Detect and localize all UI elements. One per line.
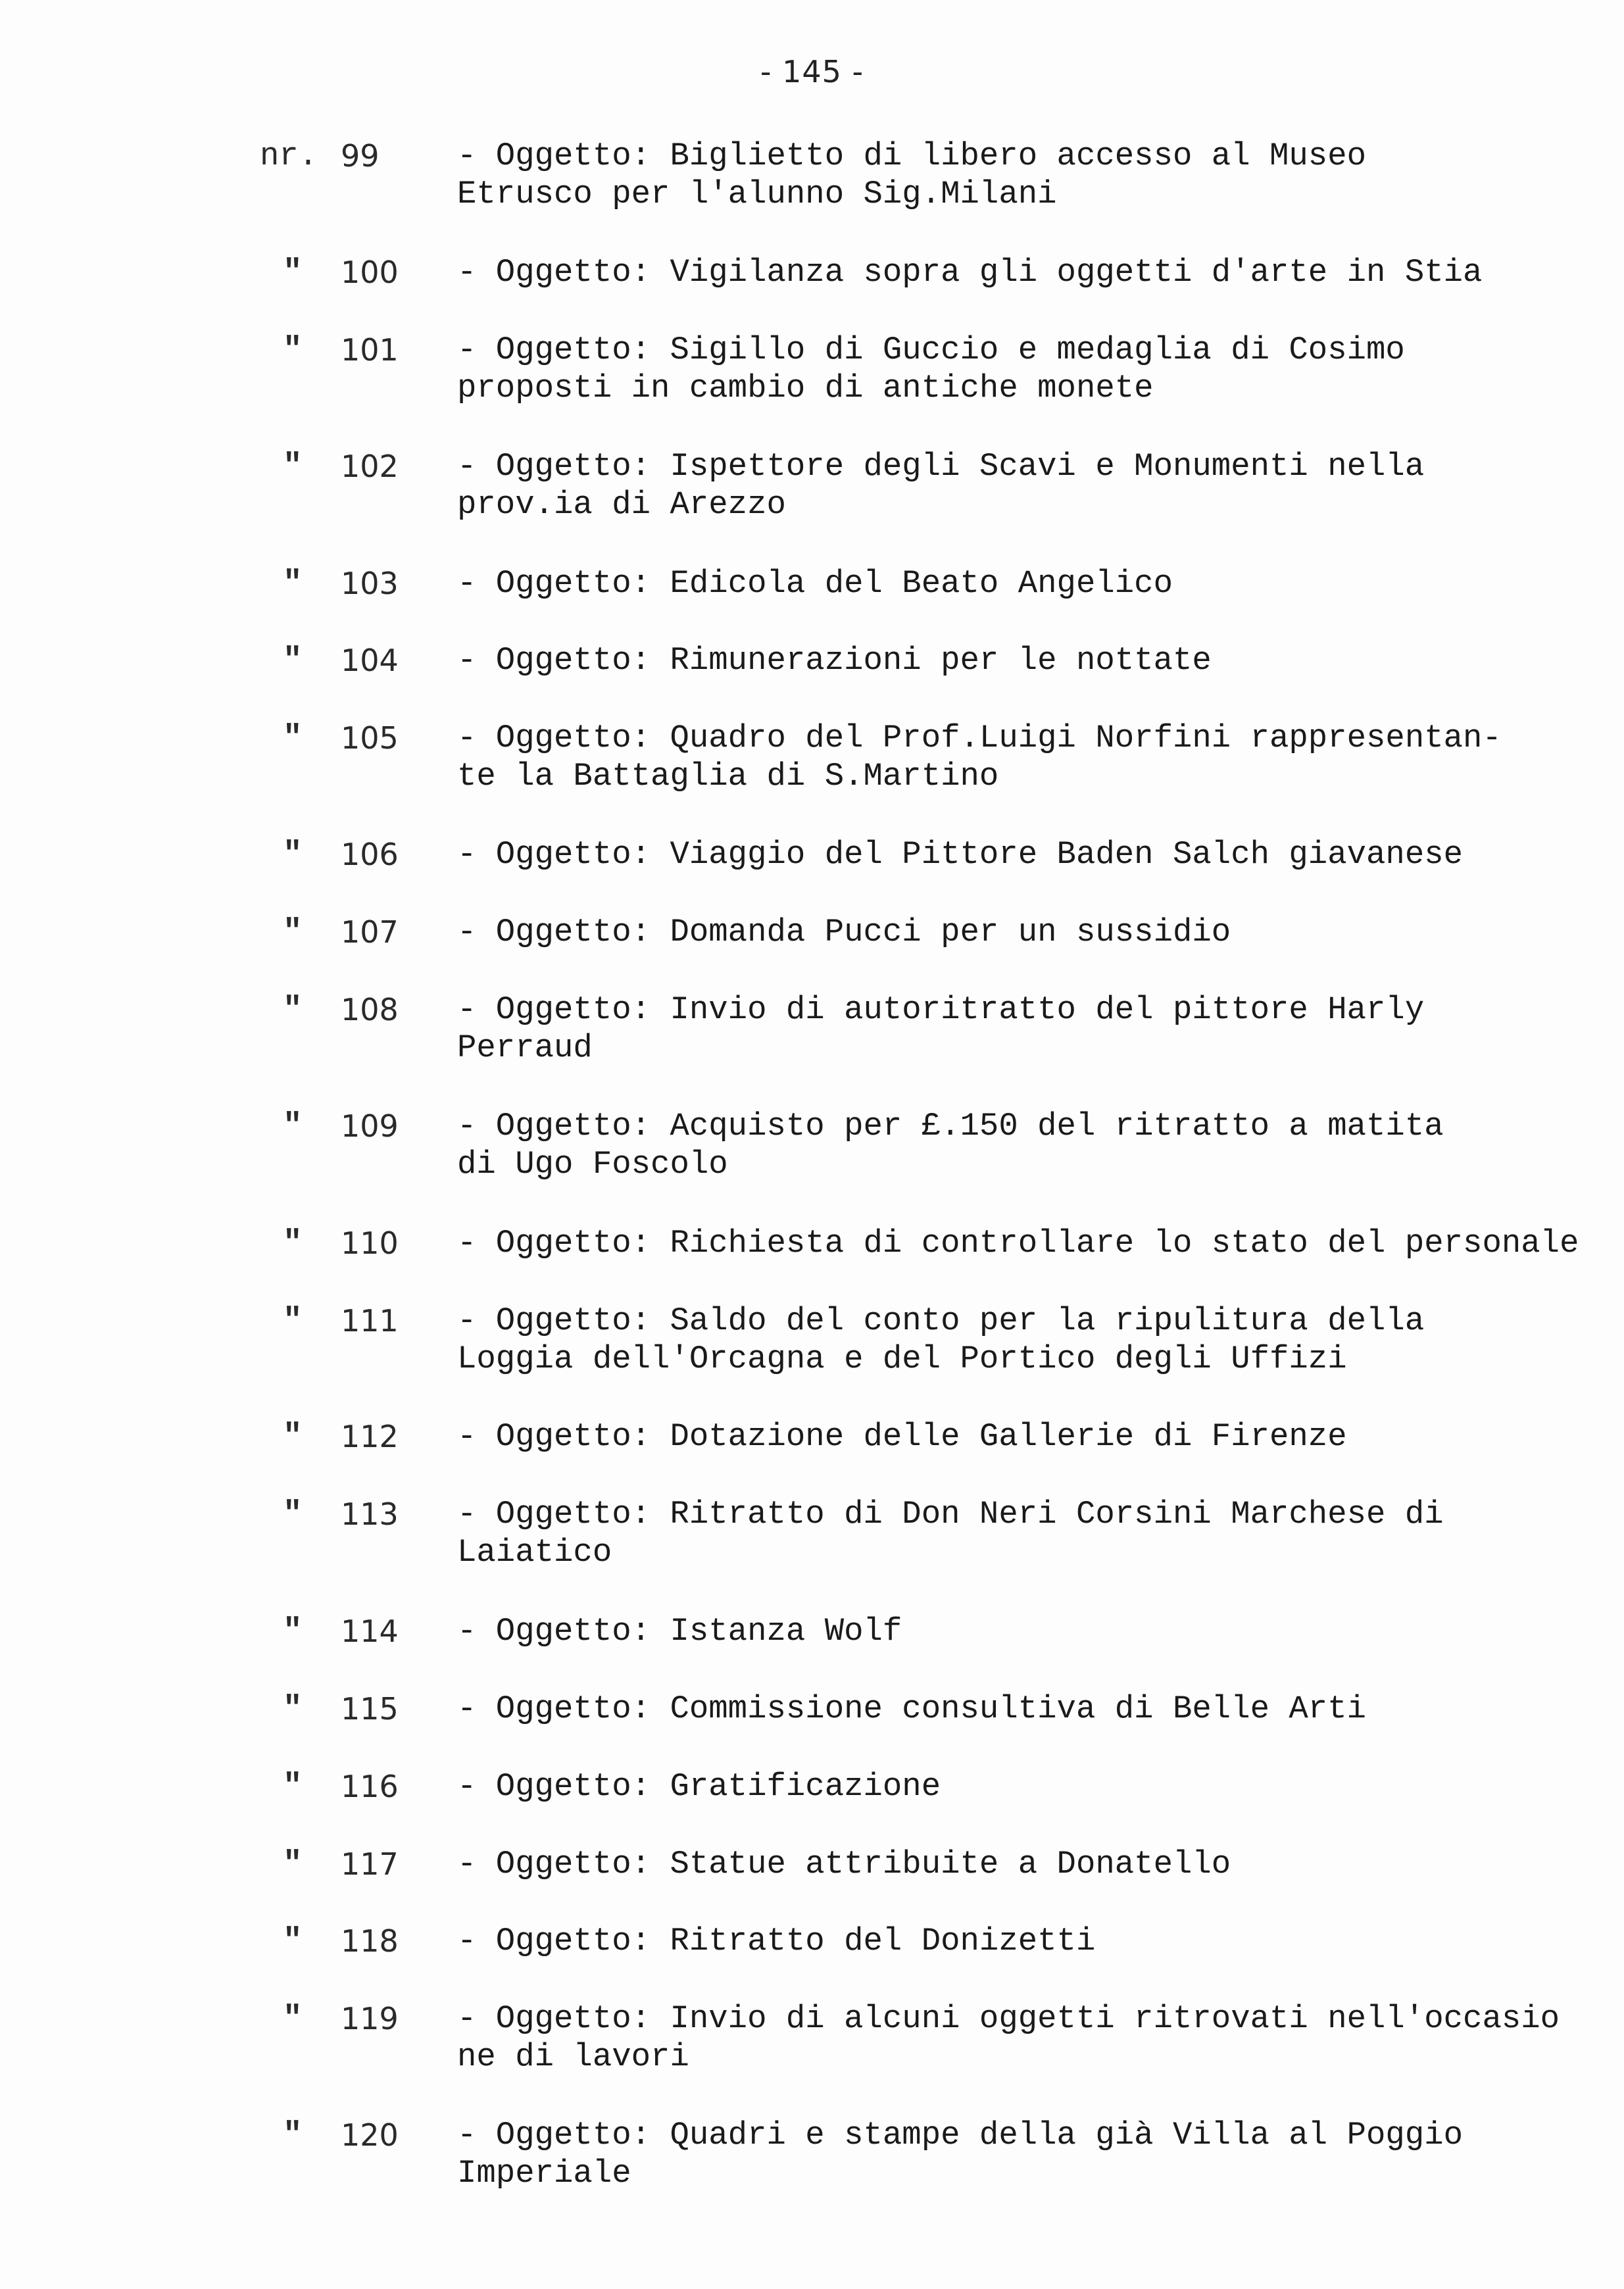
entry-text: [457, 1302, 1588, 1378]
ditto-mark: ": [283, 720, 303, 756]
entry-line: - Oggetto: Quadri e stampe della già Villa al Poggio: [457, 2117, 1464, 2154]
entry-number: 105: [341, 720, 399, 756]
ditto-mark: ": [283, 2117, 303, 2154]
ditto-mark: ": [283, 1613, 303, 1650]
entry-number: 100: [341, 255, 399, 290]
ditto-mark: ": [283, 254, 303, 291]
entry-text: [457, 641, 1588, 679]
ditto-mark: ": [283, 1496, 303, 1533]
entry-line: - Oggetto: Commissione consultiva di Belle Arti: [457, 1690, 1367, 1727]
entry-number: 117: [341, 1846, 399, 1882]
entry-line: ne di lavori: [457, 2038, 689, 2075]
ditto-mark: ": [283, 1108, 303, 1144]
entry-text: [457, 1417, 1588, 1456]
entry-line: - Oggetto: Richiesta di controllare lo stato del personale: [457, 1225, 1579, 1262]
entry-text: [457, 331, 1588, 407]
ditto-mark: ": [283, 1923, 303, 1959]
entry-text: [457, 1922, 1588, 1960]
entry-line: - Oggetto: Gratificazione: [457, 1768, 941, 1805]
entry-text: [457, 1224, 1588, 1262]
ditto-mark: ": [283, 1302, 303, 1339]
entry-number: 99: [341, 138, 380, 174]
entry-text: [457, 1612, 1588, 1650]
entry-number: 118: [341, 1923, 399, 1959]
entry-line: te la Battaglia di S.Martino: [457, 758, 999, 795]
entry-line: di Ugo Foscolo: [457, 1146, 728, 1183]
entry-text: [457, 447, 1588, 524]
entry-line: - Oggetto: Vigilanza sopra gli oggetti d'arte in Stia: [457, 254, 1483, 291]
entry-line: - Oggetto: Invio di alcuni oggetti ritrovati nell'occasio: [457, 2000, 1560, 2037]
entry-line: - Oggetto: Ritratto del Donizetti: [457, 1923, 1096, 1959]
entry-text: [457, 719, 1588, 795]
entry-line: - Oggetto: Dotazione delle Gallerie di Firenze: [457, 1418, 1347, 1455]
ditto-mark: ": [283, 836, 303, 873]
entry-line: Etrusco per l'alunno Sig.Milani: [457, 176, 1057, 212]
entry-text: [457, 1767, 1588, 1806]
entry-line: Loggia dell'Orcagna e del Portico degli Uffizi: [457, 1341, 1347, 1377]
entry-line: Laiatico: [457, 1534, 612, 1571]
entry-number: 104: [341, 643, 399, 678]
entry-line: proposti in cambio di antiche monete: [457, 370, 1154, 406]
entry-number: 113: [341, 1496, 399, 1532]
entry-line: - Oggetto: Biglietto di libero accesso al Museo: [457, 137, 1367, 174]
entry-line: Perraud: [457, 1029, 593, 1066]
entry-text: [457, 1690, 1588, 1728]
entry-number: 102: [341, 449, 399, 484]
entry-line: - Oggetto: Invio di autoritratto del pittore Harly: [457, 991, 1425, 1028]
entry-number: 111: [341, 1303, 399, 1339]
entry-number: 112: [341, 1419, 399, 1454]
entry-text: [457, 835, 1588, 874]
entry-text: [457, 1107, 1588, 1183]
entry-number: 115: [341, 1691, 399, 1727]
ditto-mark: ": [283, 642, 303, 679]
entry-number: 108: [341, 992, 399, 1027]
ditto-mark: ": [283, 2000, 303, 2037]
entry-text: [457, 137, 1588, 213]
entry-line: - Oggetto: Rimunerazioni per le nottate: [457, 642, 1212, 679]
entry-line: Imperiale: [457, 2155, 631, 2192]
entry-number: 120: [341, 2117, 399, 2153]
entry-text: [457, 991, 1588, 1067]
entry-line: - Oggetto: Edicola del Beato Angelico: [457, 565, 1173, 602]
entry-text: [457, 913, 1588, 951]
entry-number: 109: [341, 1108, 399, 1144]
entry-line: - Oggetto: Quadro del Prof.Luigi Norfini rappresentan-: [457, 720, 1502, 756]
entry-text: [457, 2000, 1588, 2076]
entry-number: 116: [341, 1769, 399, 1804]
entry-number: 107: [341, 914, 399, 950]
ditto-mark: ": [283, 991, 303, 1028]
entry-line: - Oggetto: Viaggio del Pittore Baden Salch giavanese: [457, 836, 1464, 873]
entry-text: [457, 1845, 1588, 1883]
nr-label: nr.: [260, 137, 318, 174]
entry-number: 101: [341, 332, 399, 368]
entry-line: - Oggetto: Acquisto per £.150 del ritratto a matita: [457, 1108, 1444, 1144]
ditto-mark: ": [283, 1768, 303, 1805]
entry-number: 114: [341, 1613, 399, 1649]
ditto-mark: ": [283, 914, 303, 950]
entry-line: - Oggetto: Domanda Pucci per un sussidio: [457, 914, 1231, 950]
entry-text: [457, 564, 1588, 603]
entry-text: [457, 2116, 1588, 2192]
entry-number: 119: [341, 2001, 399, 2036]
entry-line: prov.ia di Arezzo: [457, 486, 786, 523]
ditto-mark: ": [283, 332, 303, 368]
page-number: - 145 -: [760, 54, 864, 89]
ditto-mark: ": [283, 1418, 303, 1455]
ditto-mark: ": [283, 1690, 303, 1727]
entry-line: - Oggetto: Ispettore degli Scavi e Monumenti nella: [457, 448, 1425, 485]
entry-line: - Oggetto: Sigillo di Guccio e medaglia di Cosimo: [457, 332, 1405, 368]
ditto-mark: ": [283, 565, 303, 602]
entry-number: 103: [341, 566, 399, 601]
entry-line: - Oggetto: Istanza Wolf: [457, 1613, 902, 1650]
entry-number: 110: [341, 1225, 399, 1261]
ditto-mark: ": [283, 448, 303, 485]
entry-number: 106: [341, 837, 399, 872]
entry-text: [457, 1495, 1588, 1571]
entry-line: - Oggetto: Saldo del conto per la ripulitura della: [457, 1302, 1425, 1339]
ditto-mark: ": [283, 1225, 303, 1262]
entry-text: [457, 253, 1588, 291]
entry-line: - Oggetto: Ritratto di Don Neri Corsini Marchese di: [457, 1496, 1444, 1533]
entry-line: - Oggetto: Statue attribuite a Donatello: [457, 1846, 1231, 1883]
ditto-mark: ": [283, 1846, 303, 1883]
